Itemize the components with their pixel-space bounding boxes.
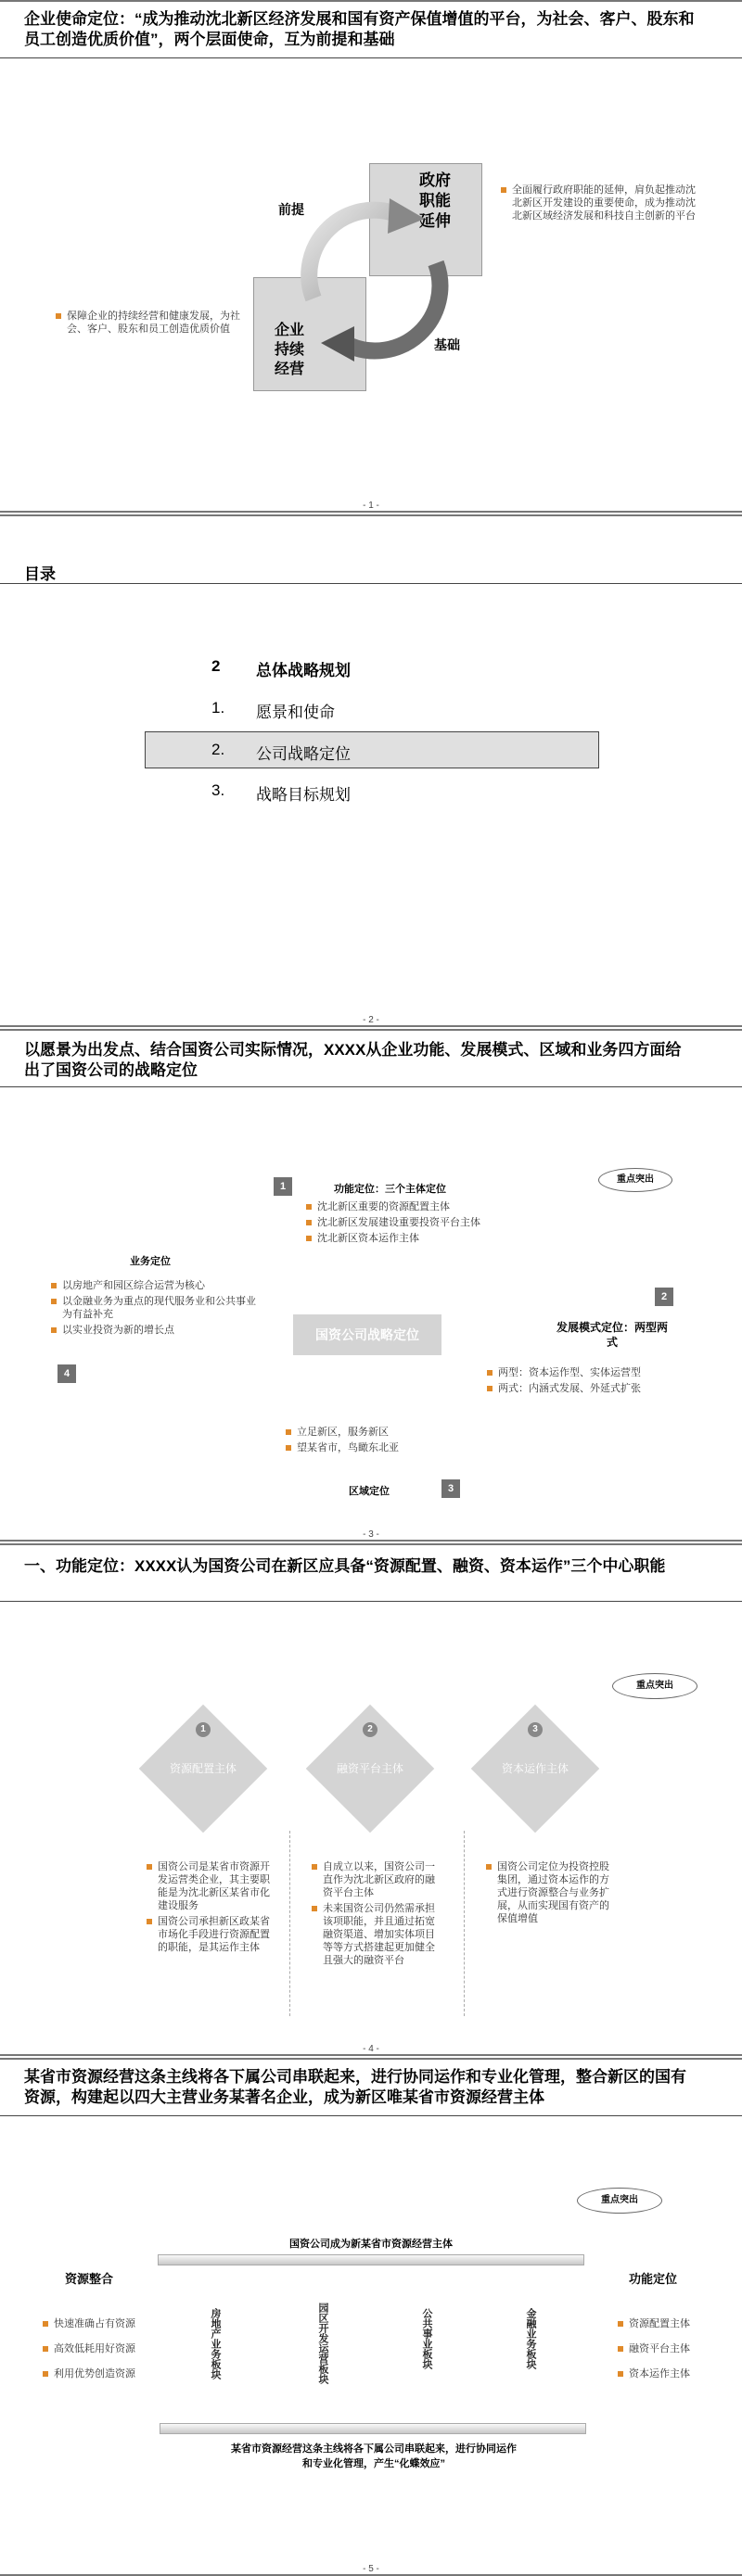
mode-item: 两式：内涵式发展、外延式扩张 — [487, 1382, 691, 1395]
col-2-item: 自成立以来，国资公司一直作为沈北新区政府的融资平台主体 — [312, 1860, 441, 1899]
column-3: 公共事业板块 — [421, 2308, 432, 2369]
left-item: 利用优势创造资源 — [43, 2367, 154, 2380]
right-item: 资本运作主体 — [618, 2367, 729, 2380]
func-item: 沈北新区资本运作主体 — [306, 1232, 529, 1245]
page-number: - 1 - — [363, 501, 379, 511]
toc-item-1[interactable]: 愿景和使命 — [256, 704, 335, 721]
slide-1 — [0, 0, 742, 513]
slide-title: 企业使命定位：“成为推动沈北新区经济发展和国有资产保值增值的平台，为社会、客户、股东和员工创造优质价值”，两个层面使命，互为前提和基础 — [24, 10, 695, 48]
col-2-list — [312, 1860, 441, 1970]
mode-number: 2 — [655, 1288, 673, 1306]
func-item: 沈北新区重要的资源配置主体 — [306, 1200, 529, 1213]
column-2: 园区开发运营板块 — [317, 2303, 328, 2384]
slide-2 — [0, 514, 742, 1027]
left-item: 快速准确占有资源 — [43, 2317, 154, 2330]
func-list — [306, 1200, 529, 1248]
func-number: 1 — [274, 1177, 292, 1196]
toc-item-1-num: 1. — [211, 699, 225, 717]
slide-title: 一、功能定位：XXXX认为国资公司在新区应具备“资源配置、融资、资本运作”三个中心职能 — [24, 1557, 666, 1575]
highlight-badge: 重点突出 — [577, 2188, 662, 2214]
biz-item: 以房地产和园区综合运营为核心 — [51, 1279, 264, 1292]
divider-2 — [464, 1831, 465, 2016]
page-number: - 5 - — [363, 2564, 379, 2574]
toc-item-2-num: 2. — [211, 741, 225, 758]
region-title: 区域定位 — [349, 1486, 390, 1497]
toc-item-3[interactable]: 战略目标规划 — [256, 786, 351, 804]
mode-item: 两型：资本运作型、实体运营型 — [487, 1366, 691, 1379]
region-item: 望某省市，鸟瞰东北亚 — [286, 1441, 471, 1454]
slide-3 — [0, 1029, 742, 1542]
left-item: 高效低耗用好资源 — [43, 2342, 154, 2355]
top-bar-title: 国资公司成为新某省市资源经营主体 — [289, 2239, 453, 2250]
biz-item: 以实业投资为新的增长点 — [51, 1324, 264, 1337]
right-item: 资源配置主体 — [618, 2317, 729, 2330]
col-3-item: 国资公司定位为投资控股集团，通过资本运作的方式进行资源整合与业务扩展，从而实现国有资产的保值增值 — [486, 1860, 616, 1925]
box-enterprise-label: 企业持续经营 — [275, 323, 305, 377]
title-rule — [0, 2115, 742, 2116]
col-1-list — [147, 1860, 276, 1957]
func-title: 功能定位：三个主体定位 — [334, 1184, 446, 1195]
biz-item: 以金融业务为重点的现代服务业和公共事业为有益补充 — [51, 1295, 264, 1321]
slide-title: 某省市资源经营这条主线将各下属公司串联起来，进行协同运作和专业化管理，整合新区的国有资源，构建起以四大主营业务某著名企业，成为新区唯某省市资源经营主体 — [24, 2068, 686, 2106]
page-number: - 4 - — [363, 2044, 379, 2054]
right-note-list — [501, 184, 705, 225]
label-premise: 前提 — [278, 202, 304, 217]
slide-4 — [0, 1543, 742, 2056]
func-item: 沈北新区发展建设重要投资平台主体 — [306, 1216, 529, 1229]
left-list — [43, 2317, 154, 2383]
box-government-label: 政府职能延伸 — [419, 171, 451, 230]
column-4: 金融业务板块 — [525, 2308, 536, 2369]
title-rule — [0, 583, 742, 584]
region-list — [286, 1426, 471, 1457]
top-bar — [158, 2254, 584, 2265]
page-number: - 2 - — [363, 1015, 379, 1025]
divider-1 — [289, 1831, 290, 2016]
col-1-item: 国资公司是某省市资源开发运营类企业，其主要职能是为沈北新区某省市化建设服务 — [147, 1860, 276, 1912]
bottom-text: 某省市资源经营这条主线将各下属公司串联起来，进行协同运作和专业化管理，产生“化蝶效应” — [231, 2443, 517, 2469]
page-number: - 3 - — [363, 1529, 379, 1540]
toc-heading-num: 2 — [211, 657, 221, 675]
column-1: 房地产业务板块 — [210, 2308, 221, 2379]
slide-5 — [0, 2058, 742, 2576]
title-rule — [0, 1086, 742, 1087]
toc-item-3-num: 3. — [211, 781, 225, 799]
right-list — [618, 2317, 729, 2383]
toc-heading: 总体战略规划 — [256, 662, 351, 679]
col-2-item: 未来国资公司仍然需承担该项职能，并且通过拓宽融资渠道、增加实体项目等等方式搭建起更加健全且强大的融资平台 — [312, 1902, 441, 1967]
region-item: 立足新区，服务新区 — [286, 1426, 471, 1439]
diamond-3-num: 3 — [528, 1722, 543, 1737]
diamond-1-label: 资源配置主体 — [169, 1762, 237, 1775]
diamond-1-num: 1 — [196, 1722, 211, 1737]
col-3-list — [486, 1860, 616, 1928]
title-rule — [0, 1601, 742, 1602]
region-number: 3 — [441, 1479, 460, 1498]
biz-number: 4 — [58, 1364, 76, 1383]
diamond-2-label: 融资平台主体 — [336, 1762, 403, 1775]
right-title: 功能定位 — [629, 2272, 678, 2286]
toc-item-2[interactable]: 公司战略定位 — [256, 745, 351, 763]
mode-title: 发展模式定位：两型两式 — [556, 1321, 668, 1349]
mode-list — [487, 1366, 691, 1398]
highlight-badge: 重点突出 — [598, 1168, 672, 1192]
diamond-2-num: 2 — [363, 1722, 377, 1737]
biz-list — [51, 1279, 264, 1339]
label-foundation: 基础 — [434, 337, 460, 352]
col-1-item: 国资公司承担新区政某省市场化手段进行资源配置的职能，是其运作主体 — [147, 1915, 276, 1954]
left-note-list — [56, 310, 241, 338]
center-box: 国资公司战略定位 — [293, 1314, 441, 1355]
toc-title: 目录 — [24, 565, 56, 583]
highlight-badge: 重点突出 — [612, 1673, 697, 1699]
left-note: 保障企业的持续经营和健康发展，为社会、客户、股东和员工创造优质价值 — [56, 310, 241, 336]
bottom-bar — [160, 2423, 586, 2434]
right-note: 全面履行政府职能的延伸，肩负起推动沈北新区开发建设的重要使命，成为推动沈北新区域经济发展和科技自主创新的平台 — [501, 184, 705, 222]
right-item: 融资平台主体 — [618, 2342, 729, 2355]
diamond-3-label: 资本运作主体 — [501, 1762, 569, 1775]
biz-title: 业务定位 — [130, 1256, 171, 1267]
title-rule — [0, 57, 742, 58]
left-title: 资源整合 — [65, 2272, 114, 2286]
slide-title: 以愿景为出发点、结合国资公司实际情况，XXXX从企业功能、发展模式、区域和业务四方面给出了国资公司的战略定位 — [24, 1041, 682, 1079]
